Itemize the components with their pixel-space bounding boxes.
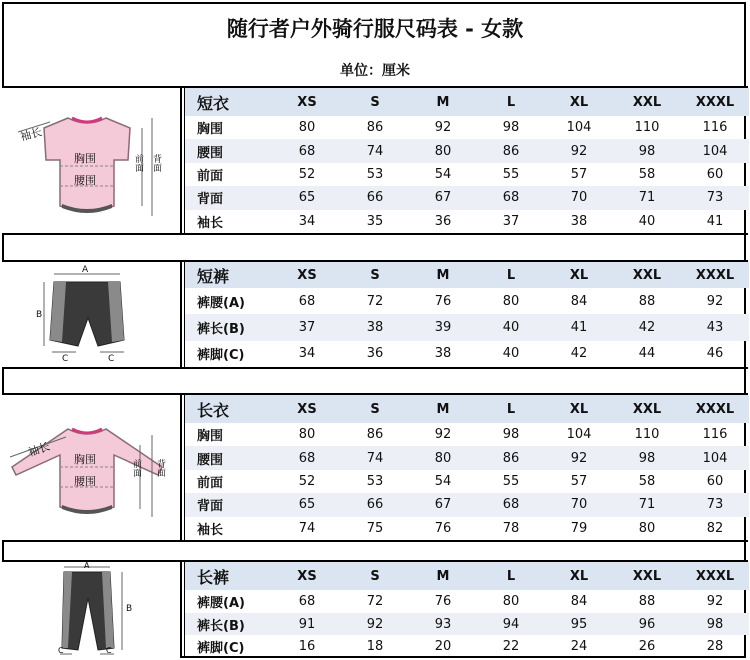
table-row [185, 210, 749, 233]
table-cell: 54 [434, 166, 452, 182]
size-header: XL [569, 401, 589, 417]
table-cell: 91 [298, 616, 316, 632]
table-cell: 74 [366, 450, 384, 466]
table-row [185, 635, 749, 658]
size-header: XL [569, 568, 589, 584]
table-cell: 74 [366, 143, 384, 159]
size-header: XXXL [695, 267, 735, 283]
figure-label-sleeve: 袖长 [26, 439, 52, 460]
section-shorts [2, 262, 748, 367]
table-cell: 37 [298, 319, 316, 335]
figure-label-front: 前面 [131, 459, 141, 477]
table-cell: 40 [502, 346, 520, 362]
shorts-table [184, 262, 748, 367]
table-cell: 20 [434, 639, 452, 655]
size-header: L [506, 267, 516, 283]
short-jersey-table [184, 88, 748, 233]
table-cell: 71 [638, 497, 656, 513]
figure-label-back: 背面 [151, 154, 161, 172]
table-row [185, 423, 749, 446]
table-cell: 68 [298, 143, 316, 159]
table-cell: 98 [502, 427, 520, 443]
size-header: XXXL [695, 94, 735, 110]
measurement-label: 裤腰(A) [197, 595, 245, 611]
table-cell: 104 [702, 143, 728, 159]
table-cell: 88 [638, 293, 656, 309]
table-cell: 86 [502, 450, 520, 466]
table-cell: 38 [570, 213, 588, 229]
section-long-jersey [2, 395, 748, 540]
size-header: XXL [632, 568, 662, 584]
table-row [185, 186, 749, 209]
size-header: XXXL [695, 568, 735, 584]
measurement-label: 裤长(B) [197, 321, 245, 337]
size-header: XS [297, 568, 317, 584]
table-cell: 65 [298, 190, 316, 206]
size-header: XXL [632, 94, 662, 110]
table-cell: 34 [298, 213, 316, 229]
measurement-label: 腰围 [197, 452, 224, 468]
table-cell: 28 [706, 639, 724, 655]
table-cell: 75 [366, 520, 384, 536]
table-cell: 18 [366, 639, 384, 655]
measurement-label: 裤腰(A) [197, 295, 245, 311]
table-cell: 35 [366, 213, 384, 229]
table-cell: 36 [366, 346, 384, 362]
figure-label-a: A [84, 561, 90, 570]
table-cell: 94 [502, 616, 520, 632]
measurement-label: 腰围 [197, 145, 224, 161]
figure-label-sleeve: 袖长 [18, 125, 44, 144]
section-name: 短裤 [197, 266, 230, 286]
table-cell: 98 [638, 143, 656, 159]
figure-label-c: C [62, 354, 69, 364]
table-row [185, 116, 749, 139]
table-cell: 80 [502, 593, 520, 609]
size-header: M [436, 568, 450, 584]
table-cell: 84 [570, 593, 588, 609]
size-header: S [370, 94, 380, 110]
measurement-label: 胸围 [197, 122, 224, 138]
table-cell: 82 [706, 520, 724, 536]
size-header: XS [297, 94, 317, 110]
table-row [185, 446, 749, 469]
table-cell: 22 [502, 639, 520, 655]
table-row [185, 314, 749, 340]
table-cell: 55 [502, 473, 520, 489]
long-pants-table [184, 562, 748, 658]
table-cell: 52 [298, 473, 316, 489]
table-cell: 34 [298, 346, 316, 362]
table-cell: 42 [638, 319, 656, 335]
table-cell: 66 [366, 497, 384, 513]
long-jersey-figure [2, 395, 182, 540]
table-cell: 58 [638, 166, 656, 182]
table-cell: 68 [298, 293, 316, 309]
table-cell: 44 [638, 346, 656, 362]
short-jersey-figure [2, 88, 182, 233]
table-cell: 92 [706, 293, 724, 309]
table-cell: 53 [366, 166, 384, 182]
table-row [185, 163, 749, 186]
table-cell: 40 [638, 213, 656, 229]
table-row [185, 341, 749, 367]
measurement-label: 背面 [197, 499, 224, 515]
table-header-row [185, 562, 749, 590]
figure-label-waist: 腰围 [74, 475, 96, 488]
table-cell: 16 [298, 639, 316, 655]
table-cell: 55 [502, 166, 520, 182]
measurement-label: 裤脚(C) [197, 641, 245, 657]
table-cell: 104 [702, 450, 728, 466]
table-cell: 98 [706, 616, 724, 632]
table-cell: 67 [434, 190, 452, 206]
table-cell: 67 [434, 497, 452, 513]
section-name: 长裤 [197, 567, 230, 587]
table-cell: 86 [366, 427, 384, 443]
table-cell: 92 [366, 616, 384, 632]
table-cell: 104 [566, 427, 592, 443]
table-cell: 57 [570, 473, 588, 489]
table-cell: 84 [570, 293, 588, 309]
section-name: 短衣 [197, 93, 230, 113]
section-long-pants [2, 562, 748, 658]
size-header: XXXL [695, 401, 735, 417]
table-cell: 41 [706, 213, 724, 229]
table-cell: 92 [706, 593, 724, 609]
figure-label-chest: 胸围 [74, 453, 96, 466]
table-cell: 95 [570, 616, 588, 632]
measurement-label: 胸围 [197, 429, 224, 445]
figure-label-back: 背面 [155, 459, 165, 477]
table-cell: 76 [434, 293, 452, 309]
table-cell: 92 [434, 427, 452, 443]
section-short-jersey [2, 88, 748, 233]
table-cell: 76 [434, 520, 452, 536]
shorts-icon [2, 262, 182, 367]
table-cell: 36 [434, 213, 452, 229]
size-header: S [370, 401, 380, 417]
figure-label-a: A [82, 265, 89, 275]
table-row [185, 139, 749, 162]
figure-label-c: C [58, 646, 64, 655]
figure-label-chest: 胸围 [74, 152, 96, 165]
table-header-row [185, 395, 749, 423]
table-cell: 88 [638, 593, 656, 609]
figure-label-c: C [108, 354, 115, 364]
table-cell: 116 [702, 427, 728, 443]
table-row [185, 288, 749, 314]
size-header: XXL [632, 401, 662, 417]
size-header: L [506, 94, 516, 110]
table-row [185, 493, 749, 516]
table-header-row [185, 88, 749, 116]
table-cell: 72 [366, 593, 384, 609]
table-cell: 70 [570, 497, 588, 513]
table-cell: 92 [570, 143, 588, 159]
shorts-figure [2, 262, 182, 367]
table-cell: 38 [366, 319, 384, 335]
table-cell: 78 [502, 520, 520, 536]
size-header: S [370, 568, 380, 584]
size-header: XL [569, 267, 589, 283]
table-cell: 80 [434, 450, 452, 466]
table-cell: 86 [502, 143, 520, 159]
table-cell: 98 [502, 120, 520, 136]
table-cell: 68 [502, 190, 520, 206]
long-pants-icon [2, 562, 182, 658]
size-header: XL [569, 94, 589, 110]
table-cell: 80 [298, 427, 316, 443]
divider [2, 540, 748, 542]
table-cell: 80 [434, 143, 452, 159]
table-cell: 60 [706, 473, 724, 489]
table-cell: 58 [638, 473, 656, 489]
table-cell: 68 [298, 450, 316, 466]
measurement-label: 前面 [197, 475, 224, 491]
size-header: XS [297, 401, 317, 417]
table-cell: 43 [706, 319, 724, 335]
size-header: M [436, 401, 450, 417]
table-cell: 98 [638, 450, 656, 466]
size-header: XXL [632, 267, 662, 283]
table-cell: 68 [298, 593, 316, 609]
table-cell: 54 [434, 473, 452, 489]
size-header: M [436, 267, 450, 283]
size-header: S [370, 267, 380, 283]
table-cell: 86 [366, 120, 384, 136]
table-cell: 80 [638, 520, 656, 536]
measurement-label: 袖长 [197, 522, 224, 538]
table-cell: 96 [638, 616, 656, 632]
measurement-label: 裤长(B) [197, 618, 245, 634]
table-cell: 41 [570, 319, 588, 335]
table-cell: 66 [366, 190, 384, 206]
divider [2, 367, 748, 369]
table-cell: 26 [638, 639, 656, 655]
table-cell: 24 [570, 639, 588, 655]
table-cell: 53 [366, 473, 384, 489]
table-cell: 40 [502, 319, 520, 335]
unit-label: 单位：厘米 [340, 63, 410, 79]
table-row [185, 590, 749, 613]
page-title: 随行者户外骑行服尺码表 - 女款 [226, 17, 524, 41]
table-cell: 110 [634, 120, 660, 136]
table-cell: 116 [702, 120, 728, 136]
table-cell: 93 [434, 616, 452, 632]
table-row [185, 470, 749, 493]
table-header-row [185, 262, 749, 288]
size-header: L [506, 568, 516, 584]
long-jersey-table [184, 395, 748, 540]
table-cell: 92 [570, 450, 588, 466]
table-cell: 65 [298, 497, 316, 513]
long-pants-figure [2, 562, 182, 658]
measurement-label: 背面 [197, 192, 224, 208]
table-cell: 42 [570, 346, 588, 362]
table-row [185, 517, 749, 540]
table-cell: 60 [706, 166, 724, 182]
table-cell: 73 [706, 497, 724, 513]
divider [2, 233, 748, 235]
table-cell: 110 [634, 427, 660, 443]
table-cell: 70 [570, 190, 588, 206]
table-cell: 71 [638, 190, 656, 206]
table-cell: 104 [566, 120, 592, 136]
size-header: L [506, 401, 516, 417]
section-name: 长衣 [197, 400, 230, 420]
table-cell: 46 [706, 346, 724, 362]
figure-label-front: 前面 [133, 154, 143, 172]
table-cell: 73 [706, 190, 724, 206]
figure-label-b: B [126, 604, 133, 614]
table-cell: 72 [366, 293, 384, 309]
table-cell: 80 [298, 120, 316, 136]
table-row [185, 613, 749, 636]
table-cell: 52 [298, 166, 316, 182]
table-cell: 38 [434, 346, 452, 362]
table-cell: 79 [570, 520, 588, 536]
measurement-label: 裤脚(C) [197, 348, 245, 364]
table-cell: 37 [502, 213, 520, 229]
measurement-label: 前面 [197, 168, 224, 184]
measurement-label: 袖长 [197, 215, 224, 231]
figure-label-waist: 腰围 [74, 174, 96, 187]
table-cell: 74 [298, 520, 316, 536]
size-header: XS [297, 267, 317, 283]
figure-label-c: C [106, 646, 112, 655]
table-cell: 68 [502, 497, 520, 513]
table-cell: 57 [570, 166, 588, 182]
table-cell: 92 [434, 120, 452, 136]
table-cell: 76 [434, 593, 452, 609]
size-header: M [436, 94, 450, 110]
figure-label-b: B [36, 310, 43, 320]
table-cell: 80 [502, 293, 520, 309]
table-cell: 39 [434, 319, 452, 335]
